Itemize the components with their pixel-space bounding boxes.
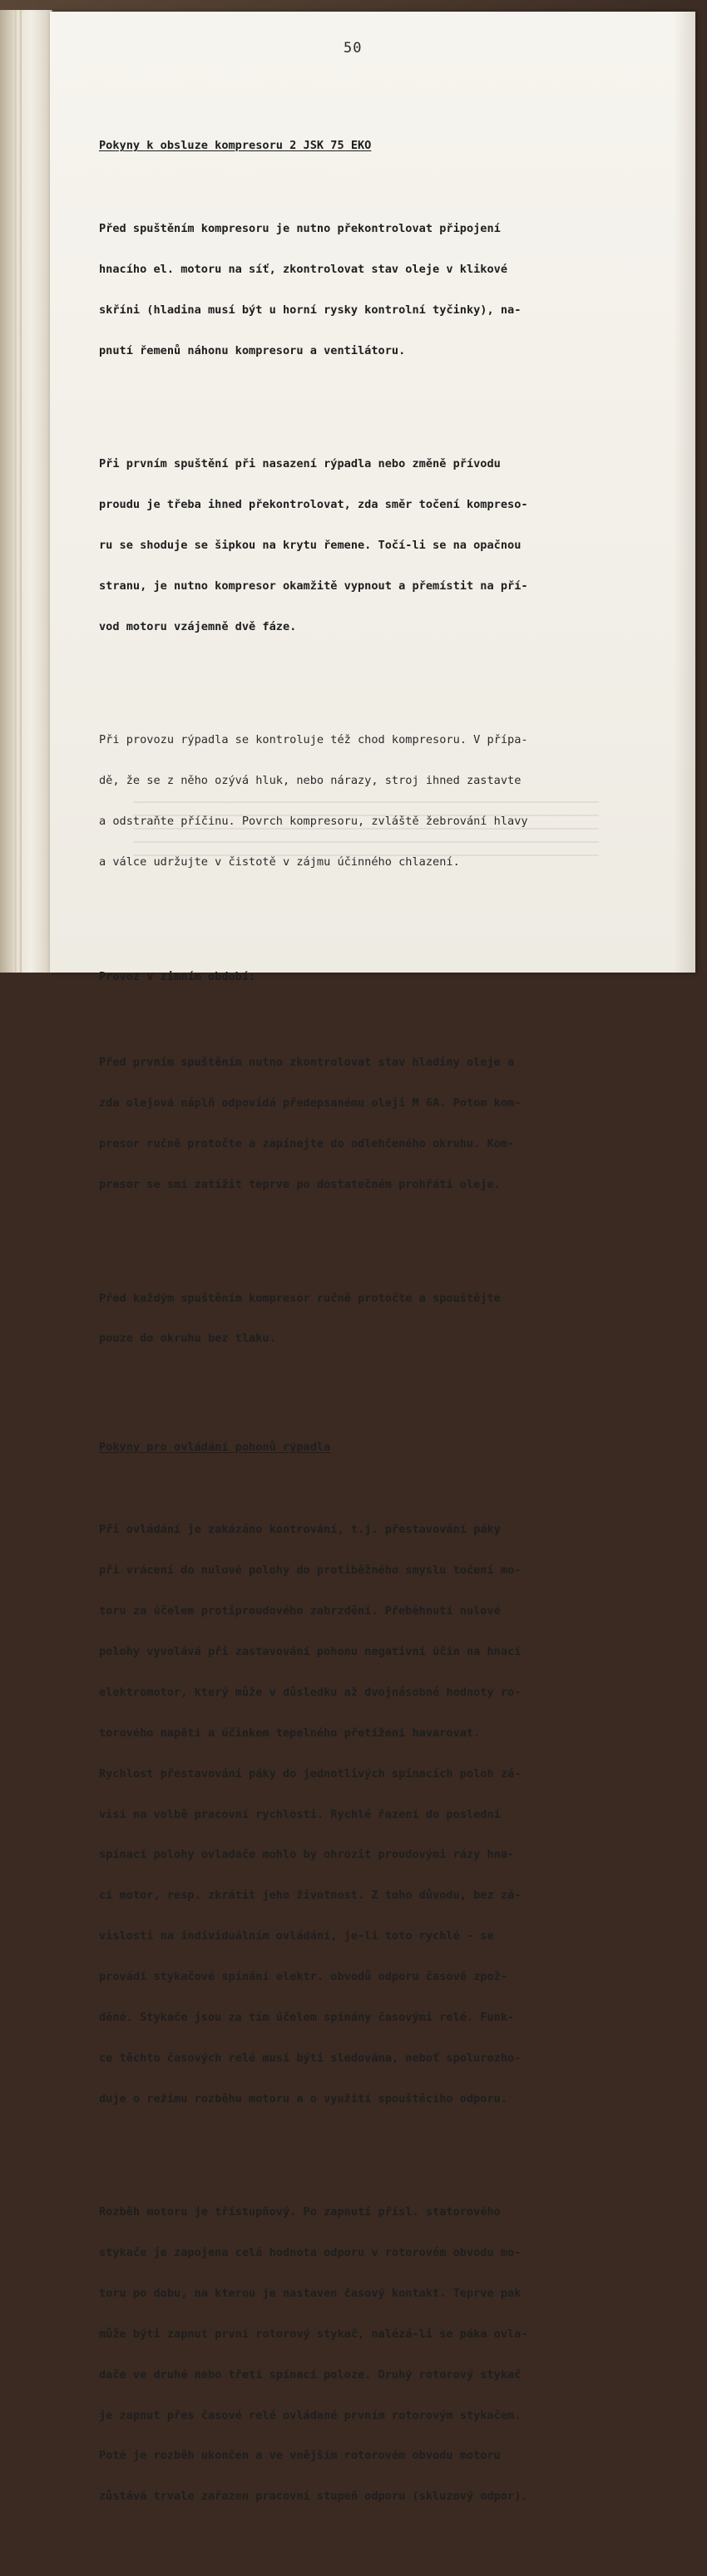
binding-strip — [15, 10, 22, 973]
text-line: presor ručně protočte a zapínejte do odlehčeného okruhu. Kom- — [99, 1137, 515, 1151]
section-heading-controls: Pokyny pro ovládání pohonů rýpadla — [99, 1440, 331, 1454]
paragraph — [99, 2179, 648, 2531]
text-line: stranu, je nutno kompresor okamžitě vypnout a přemístit na pří- — [99, 579, 528, 593]
text-line: elektromotor, který může v důsledku až dvojnásobné hodnoty ro- — [99, 1685, 522, 1699]
text-line: polohy vyvolává při zastavování pohonu negativní účin na hnací — [99, 1644, 522, 1658]
text-line: Rozběh motoru je třístupňový. Po zapnutí přísl. statorového — [99, 2205, 501, 2219]
text-line: Poté je rozběh ukončen a ve vnějším rotorovém obvodu motoru — [99, 2449, 501, 2463]
page-number: 50 — [344, 40, 363, 57]
book-binding — [0, 10, 52, 973]
text-line: dače ve druhé nebo třetí spínací poloze. Druhý rotorový stykač — [99, 2367, 522, 2381]
section-heading-compressor: Pokyny k obsluze kompresoru 2 JSK 75 EKO — [99, 139, 372, 153]
text-line: Při prvním spuštění při nasazení rýpadla nebo změně přívodu — [99, 457, 501, 471]
text-line: Před spuštěním kompresoru je nutno překontrolovat připojení — [99, 221, 501, 235]
text-line: zůstává trvale zařazen pracovní stupeň odporu (skluzový odpor). — [99, 2490, 528, 2504]
text-line: děné. Stykače jsou za tím účelem spínány časovými relé. Funk- — [99, 2010, 515, 2024]
page-content — [99, 85, 648, 2576]
text-line: ru se shoduje se šipkou na krytu řemene. Točí-li se na opačnou — [99, 538, 522, 552]
text-line: pouze do okruhu bez tlaku. — [99, 1332, 276, 1346]
document-page — [50, 12, 695, 2504]
text-line: duje o režimu rozběhu motoru a o využití spouštěcího odporu. — [99, 2091, 508, 2106]
text-line: skříni (hladina musí být u horní rysky kontrolní tyčinky), na- — [99, 303, 522, 317]
paragraph — [99, 195, 648, 384]
text-line: presor se smí zatížit teprve po dostatečném prohřátí oleje. — [99, 1178, 501, 1192]
page-edge-shadow — [674, 12, 695, 973]
text-line: Při provozu rýpadla se kontroluje též chod kompresoru. V přípa- — [99, 732, 528, 746]
text-line: toru po dobu, na kterou je nastaven časový kontakt. Teprve pak — [99, 2286, 522, 2300]
text-line: může býti zapnut první rotorový stykač, nalézá-li se páka ovla- — [99, 2327, 528, 2341]
text-line: proudu je třeba ihned překontrolovat, zda směr točení kompreso- — [99, 497, 528, 511]
text-line: stykače je zapojena celá hodnota odporu v rotorovém obvodu mo- — [99, 2246, 522, 2260]
text-line: dě, že se z něho ozývá hluk, nebo nárazy, stroj ihned zastavte — [99, 773, 522, 787]
paragraph — [99, 1264, 648, 1372]
text-line: pnutí řemenů náhonu kompresoru a ventilátoru. — [99, 343, 406, 357]
text-line: Před každým spuštěním kompresor ručně protočte a spouštějte — [99, 1291, 501, 1305]
text-line: vod motoru vzájemně dvě fáze. — [99, 619, 297, 633]
paragraph — [99, 1029, 648, 1219]
section-heading-winter: Provoz v zimním období: — [99, 969, 256, 983]
text-line: je zapnut přes časové relé ovládané prvním rotorovým stykačem. — [99, 2408, 522, 2422]
text-line: a válce udržujte v čistotě v zájmu účinného chlazení. — [99, 855, 460, 869]
text-line: torového napětí a účinkem tepelného přetížení havarovat. — [99, 1726, 481, 1740]
text-line: hnacího el. motoru na síť, zkontrolovat stav oleje v klikové — [99, 262, 508, 276]
paragraph — [99, 430, 648, 660]
text-line: cí motor, resp. zkrátit jeho životnost. Z toho důvodu, bez zá- — [99, 1889, 522, 1903]
text-line: Před prvním spuštěním nutno zkontrolovat stav hladiny oleje a — [99, 1056, 515, 1070]
text-line: provádí stykačové spínání elektr. obvodů odporu časově zpož- — [99, 1970, 508, 1984]
text-line: zda olejová náplň odpovídá předepsanému oleji M 6A. Potom kom- — [99, 1096, 522, 1111]
text-line: Při ovládání je zakázáno kontrování, t.j. přestavování páky — [99, 1523, 501, 1537]
text-line: při vrácení do nulové polohy do protiběžného smyslu točení mo- — [99, 1564, 522, 1578]
text-line: spínací polohy ovladače mohlo by ohrozit proudovými rázy hna- — [99, 1848, 515, 1862]
paragraph — [99, 1496, 648, 2133]
text-line: Rychlost přestavování páky do jednotlivých spínacích poloh zá- — [99, 1766, 522, 1781]
text-line: visí na volbě pracovní rychlosti. Rychlé řazení do poslední — [99, 1807, 501, 1821]
text-line: a odstraňte příčinu. Povrch kompresoru, zvláště žebrování hlavy — [99, 814, 528, 828]
text-line: ce těchto časových relé musí býti sledována, neboť spolurozho- — [99, 2051, 522, 2065]
text-line: vislosti na individuálním ovládání, je-li toto rychlé - se — [99, 1929, 494, 1943]
text-line: toru za účelem protiproudového zabrzdění. Přeběhnutí nulové — [99, 1604, 501, 1618]
paragraph — [99, 706, 648, 895]
